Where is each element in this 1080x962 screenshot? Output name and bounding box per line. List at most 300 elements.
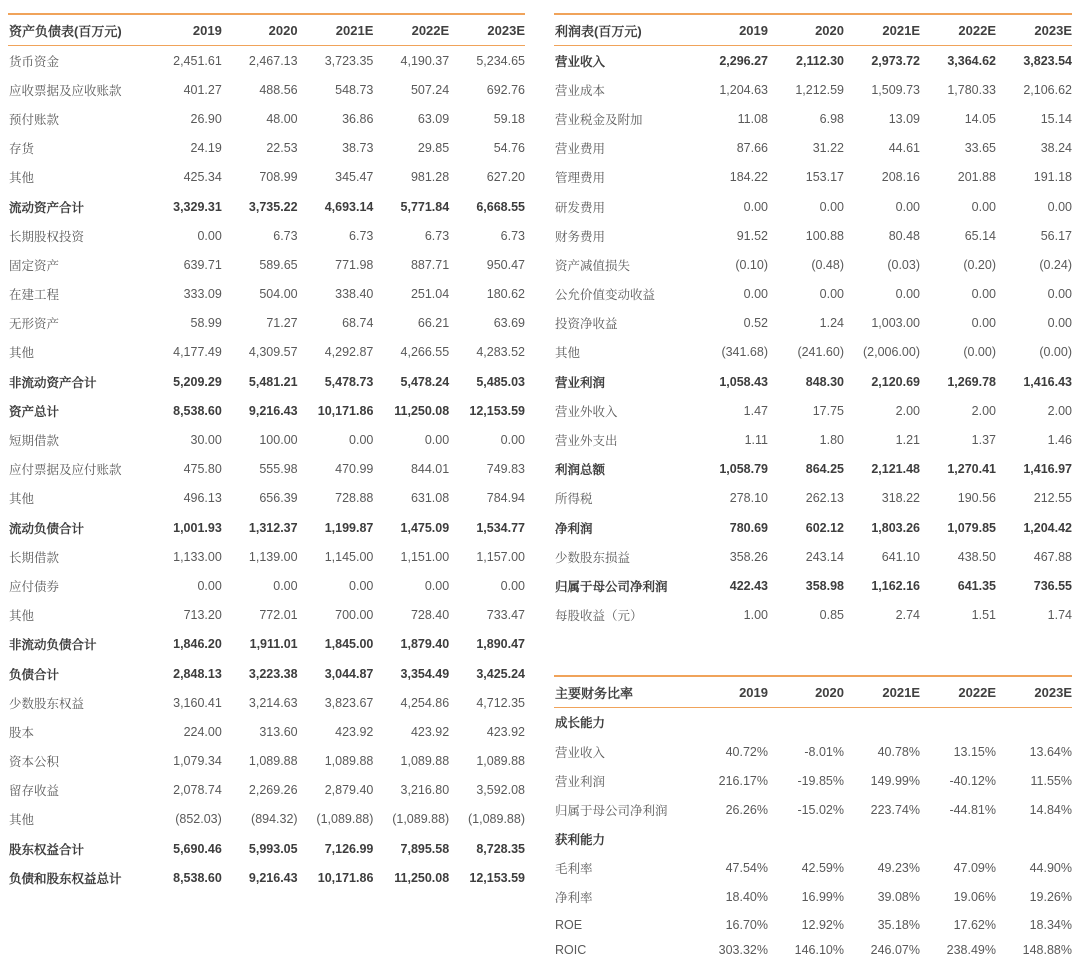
cell-value: 1,803.26 xyxy=(871,520,920,535)
cell-value: 8,728.35 xyxy=(476,841,525,856)
table-row xyxy=(8,747,525,776)
table-row xyxy=(8,688,525,717)
cell-value: 3,823.67 xyxy=(324,695,374,710)
column-header: 2020 xyxy=(815,684,844,700)
cell-value: 66.21 xyxy=(417,316,450,331)
cell-value: 627.20 xyxy=(486,170,525,185)
cell-value: -15.02% xyxy=(797,802,844,817)
cell-value: (0.48) xyxy=(811,257,844,272)
cell-value: 1,269.78 xyxy=(947,374,996,389)
table-row xyxy=(554,134,1072,163)
cell-value: 2,879.40 xyxy=(324,783,374,798)
table-row xyxy=(8,46,525,76)
row-label: 管理费用 xyxy=(555,171,606,186)
row-label: 资本公积 xyxy=(9,755,60,770)
cell-value: 728.40 xyxy=(410,608,450,623)
cell-value: 3,223.38 xyxy=(248,666,298,681)
income-statement-section xyxy=(554,13,1072,630)
cell-value: 496.13 xyxy=(183,491,222,506)
table-title: 利润表(百万元) xyxy=(555,24,642,39)
column-header: 2023E xyxy=(1034,684,1072,700)
table-row xyxy=(8,338,525,367)
table-row xyxy=(554,455,1072,484)
cell-value: 488.56 xyxy=(259,82,298,97)
cell-value: 1,212.59 xyxy=(795,82,844,97)
cell-value: 0.00 xyxy=(1047,287,1072,302)
cell-value xyxy=(692,707,768,737)
cell-value: 1,157.00 xyxy=(476,549,525,564)
row-label: 营业成本 xyxy=(555,83,606,98)
row-label: 其他 xyxy=(9,492,35,507)
cell-value: 4,266.55 xyxy=(400,345,450,360)
cell-value: 201.88 xyxy=(957,170,996,185)
cell-value: 148.88% xyxy=(1022,942,1072,957)
cell-value xyxy=(768,825,844,854)
cell-value: 9,216.43 xyxy=(248,870,298,885)
cell-value: 7,895.58 xyxy=(400,841,450,856)
cell-value: 63.09 xyxy=(417,111,450,126)
cell-value: 1,139.00 xyxy=(248,549,298,564)
cell-value: 14.84% xyxy=(1029,802,1072,817)
cell-value: 1.80 xyxy=(819,433,844,448)
row-label: 所得税 xyxy=(555,492,593,507)
cell-value: 278.10 xyxy=(729,491,768,506)
row-label: 归属于母公司净利润 xyxy=(555,579,668,594)
cell-value: 208.16 xyxy=(881,170,920,185)
table-row xyxy=(554,571,1072,600)
row-label: 公允价值变动收益 xyxy=(555,288,656,303)
cell-value: 2.00 xyxy=(895,403,920,418)
row-label: 成长能力 xyxy=(555,716,606,731)
table-row xyxy=(554,912,1072,937)
cell-value: 22.53 xyxy=(266,141,298,156)
table-row xyxy=(554,795,1072,824)
cell-value: 5,209.29 xyxy=(173,374,222,389)
cell-value: 1,089.88 xyxy=(324,754,374,769)
column-header: 2021E xyxy=(335,23,374,38)
cell-value: 11.08 xyxy=(737,111,768,126)
cell-value xyxy=(768,707,844,737)
cell-value: 190.56 xyxy=(957,491,996,506)
column-header: 2022E xyxy=(411,23,450,38)
cell-value: 63.69 xyxy=(493,316,525,331)
cell-value: 2,467.13 xyxy=(248,53,298,68)
cell-value: 1.11 xyxy=(744,433,768,448)
cell-value: 1,270.41 xyxy=(947,462,996,477)
table-row xyxy=(554,163,1072,192)
table-row xyxy=(8,163,525,192)
cell-value: 13.64% xyxy=(1029,744,1072,759)
row-label: 固定资产 xyxy=(9,258,60,273)
cell-value: 31.22 xyxy=(812,141,844,156)
cell-value: 2,269.26 xyxy=(248,783,298,798)
table-row xyxy=(8,134,525,163)
cell-value: 641.35 xyxy=(957,578,996,593)
cell-value: 1,845.00 xyxy=(324,637,374,652)
cell-value: 771.98 xyxy=(335,257,374,272)
cell-value: 555.98 xyxy=(259,462,298,477)
cell-value: (241.60) xyxy=(797,345,844,360)
cell-value: 0.00 xyxy=(424,578,450,593)
table-row xyxy=(554,338,1072,367)
cell-value: 1,911.01 xyxy=(249,637,298,652)
cell-value: 338.40 xyxy=(335,287,374,302)
cell-value: 5,481.21 xyxy=(248,374,298,389)
cell-value: 36.86 xyxy=(342,111,374,126)
cell-value: 2,106.62 xyxy=(1023,82,1072,97)
cell-value: 39.08% xyxy=(877,890,920,905)
cell-value: 0.00 xyxy=(819,287,844,302)
cell-value: 3,044.87 xyxy=(324,666,374,681)
table-row xyxy=(554,601,1072,630)
table-row xyxy=(8,309,525,338)
cell-value: 48.00 xyxy=(266,111,298,126)
row-label: 财务费用 xyxy=(555,229,606,244)
cell-value: 191.18 xyxy=(1033,170,1072,185)
cell-value: 3,329.31 xyxy=(173,199,222,214)
cell-value: 345.47 xyxy=(335,170,374,185)
cell-value xyxy=(920,707,996,737)
cell-value: 0.00 xyxy=(1047,199,1072,214)
cell-value: 87.66 xyxy=(736,141,768,156)
table-title: 主要财务比率 xyxy=(555,685,634,701)
table-row xyxy=(8,104,525,133)
row-label: 应付票据及应付账款 xyxy=(9,463,122,478)
column-header: 2021E xyxy=(882,23,920,38)
cell-value: 589.65 xyxy=(259,257,298,272)
table-row xyxy=(8,75,525,104)
cell-value: 1,089.88 xyxy=(248,754,298,769)
row-label: 少数股东损益 xyxy=(555,550,631,565)
cell-value: 0.00 xyxy=(971,287,996,302)
cell-value: 1.46 xyxy=(1047,433,1072,448)
cell-value: 0.00 xyxy=(1047,316,1072,331)
cell-value: 10,171.86 xyxy=(317,870,374,885)
cell-value: 1,204.63 xyxy=(719,82,768,97)
cell-value: 708.99 xyxy=(259,170,298,185)
cell-value: 18.34% xyxy=(1029,917,1072,932)
cell-value: 40.78% xyxy=(877,744,920,759)
cell-value: 0.00 xyxy=(197,578,222,593)
cell-value: 11.55% xyxy=(1030,773,1072,788)
cell-value: 780.69 xyxy=(729,520,768,535)
row-label: 短期借款 xyxy=(9,434,60,449)
cell-value: 1,846.20 xyxy=(173,637,222,652)
cell-value: (1,089.88) xyxy=(316,812,374,827)
cell-value: 6,668.55 xyxy=(476,199,525,214)
cell-value: 736.55 xyxy=(1033,578,1072,593)
row-label: 应付债券 xyxy=(9,579,60,594)
cell-value: 1,416.97 xyxy=(1023,462,1072,477)
row-label: 股本 xyxy=(9,725,35,740)
cell-value: 848.30 xyxy=(805,374,844,389)
cell-value: -19.85% xyxy=(797,773,844,788)
cell-value: 0.00 xyxy=(197,228,222,243)
cell-value: 19.26% xyxy=(1029,890,1072,905)
cell-value: 1.21 xyxy=(895,433,920,448)
cell-value: 47.09% xyxy=(953,861,996,876)
cell-value: -8.01% xyxy=(804,744,844,759)
cell-value xyxy=(920,825,996,854)
table-row xyxy=(554,883,1072,912)
column-header: 2019 xyxy=(192,23,222,38)
table-row xyxy=(554,104,1072,133)
cell-value: 401.27 xyxy=(183,82,222,97)
cell-value: 8,538.60 xyxy=(173,403,222,418)
table-row xyxy=(554,484,1072,513)
cell-value: 981.28 xyxy=(410,170,450,185)
row-label: 非流动资产合计 xyxy=(9,375,97,390)
cell-value: 13.15% xyxy=(953,744,996,759)
cell-value: 0.00 xyxy=(349,433,374,448)
cell-value: 3,592.08 xyxy=(476,783,525,798)
cell-value: 887.71 xyxy=(410,257,450,272)
cell-value: 47.54% xyxy=(725,861,768,876)
column-header: 2022E xyxy=(958,23,996,38)
row-label: 非流动负债合计 xyxy=(9,638,97,653)
cell-value: 243.14 xyxy=(805,549,844,564)
cell-value: 639.71 xyxy=(183,257,222,272)
cell-value: 49.23% xyxy=(877,861,920,876)
cell-value: 5,478.73 xyxy=(324,374,374,389)
column-header: 2019 xyxy=(739,23,768,38)
cell-value: (852.03) xyxy=(175,812,222,827)
cell-value xyxy=(692,825,768,854)
table-row xyxy=(554,46,1072,76)
cell-value: 15.14 xyxy=(1040,111,1072,126)
row-label: ROIC xyxy=(555,942,587,957)
cell-value: 1,058.43 xyxy=(719,374,768,389)
row-label: 营业收入 xyxy=(555,745,606,760)
row-label: 营业外收入 xyxy=(555,404,618,419)
table-title: 资产负债表(百万元) xyxy=(9,24,122,39)
cell-value: (1,089.88) xyxy=(468,812,525,827)
cell-value: 0.00 xyxy=(500,433,525,448)
cell-value: 3,735.22 xyxy=(248,199,298,214)
header-row xyxy=(554,676,1072,708)
cell-value: 423.92 xyxy=(410,724,450,739)
cell-value: 3,364.62 xyxy=(947,53,996,68)
cell-value: 38.73 xyxy=(342,141,374,156)
cell-value: 4,309.57 xyxy=(248,345,298,360)
cell-value: 54.76 xyxy=(493,141,525,156)
cell-value xyxy=(844,707,920,737)
cell-value: 772.01 xyxy=(259,608,298,623)
cell-value: 0.00 xyxy=(819,199,844,214)
table-row xyxy=(554,280,1072,309)
table-row xyxy=(554,513,1072,542)
cell-value: 0.00 xyxy=(273,578,298,593)
table-row xyxy=(8,455,525,484)
cell-value: 246.07% xyxy=(870,942,920,957)
cell-value: 17.62% xyxy=(953,917,996,932)
cell-value: 42.59% xyxy=(801,861,844,876)
cell-value: 7,126.99 xyxy=(324,841,374,856)
cell-value: 1,145.00 xyxy=(324,549,374,564)
cell-value: 1,151.00 xyxy=(400,549,450,564)
cell-value xyxy=(996,825,1072,854)
cell-value: 56.17 xyxy=(1040,228,1072,243)
cell-value: 14.05 xyxy=(964,111,996,126)
cell-value: 16.99% xyxy=(801,890,844,905)
table-row xyxy=(8,659,525,688)
cell-value: 2,973.72 xyxy=(871,53,920,68)
cell-value: 40.72% xyxy=(725,744,768,759)
cell-value: 9,216.43 xyxy=(248,403,298,418)
cell-value: 2.74 xyxy=(895,608,920,623)
cell-value: 24.19 xyxy=(190,141,222,156)
cell-value: 733.47 xyxy=(486,608,525,623)
table-row xyxy=(8,717,525,746)
cell-value: 146.10% xyxy=(794,942,844,957)
cell-value: 0.52 xyxy=(743,316,768,331)
cell-value: 1.37 xyxy=(971,433,996,448)
table-row xyxy=(554,425,1072,454)
cell-value: 4,177.49 xyxy=(173,345,222,360)
cell-value: 2,112.30 xyxy=(796,53,844,68)
cell-value xyxy=(996,707,1072,737)
cell-value: (1,089.88) xyxy=(392,812,450,827)
row-label: 营业利润 xyxy=(555,375,606,390)
cell-value: 100.00 xyxy=(259,433,298,448)
cell-value: 2,296.27 xyxy=(719,53,768,68)
cell-value: 2.00 xyxy=(1047,403,1072,418)
cell-value: 1,534.77 xyxy=(476,520,525,535)
row-label: 净利率 xyxy=(555,891,593,906)
cell-value: 1.47 xyxy=(743,403,768,418)
cell-value: 423.92 xyxy=(335,724,374,739)
cell-value: 700.00 xyxy=(335,608,374,623)
cell-value: 318.22 xyxy=(881,491,920,506)
cell-value: 438.50 xyxy=(957,549,996,564)
cell-value: 1,312.37 xyxy=(248,520,298,535)
row-label: 其他 xyxy=(9,609,35,624)
row-label: 负债和股东权益总计 xyxy=(9,871,122,886)
cell-value: 26.26% xyxy=(725,802,768,817)
cell-value: 58.99 xyxy=(190,316,222,331)
cell-value: 784.94 xyxy=(486,491,525,506)
table-row xyxy=(554,766,1072,795)
table-row xyxy=(554,250,1072,279)
cell-value: 4,292.87 xyxy=(324,345,374,360)
cell-value: 333.09 xyxy=(183,287,222,302)
cell-value: -40.12% xyxy=(949,773,996,788)
cell-value: 4,283.52 xyxy=(476,345,525,360)
cell-value: 1,416.43 xyxy=(1023,374,1072,389)
cell-value: 656.39 xyxy=(259,491,298,506)
cell-value: (0.10) xyxy=(735,257,768,272)
cell-value: (0.03) xyxy=(887,257,920,272)
cell-value: 1,003.00 xyxy=(871,316,920,331)
row-label: 应收票据及应收账款 xyxy=(9,83,122,98)
cell-value: 100.88 xyxy=(805,228,844,243)
header-row xyxy=(8,14,525,46)
cell-value: 1,780.33 xyxy=(947,82,996,97)
row-label: 流动负债合计 xyxy=(9,521,85,536)
cell-value: 1,089.88 xyxy=(476,754,525,769)
table-row xyxy=(554,221,1072,250)
cell-value: 6.98 xyxy=(819,111,844,126)
cell-value: 467.88 xyxy=(1033,549,1072,564)
row-label: 少数股东权益 xyxy=(9,696,85,711)
cell-value: 212.55 xyxy=(1033,491,1072,506)
financial-ratios-section xyxy=(554,675,1072,962)
cell-value: 68.74 xyxy=(342,316,374,331)
cell-value: 0.00 xyxy=(500,578,525,593)
column-header: 2020 xyxy=(815,23,844,38)
table-row xyxy=(8,571,525,600)
cell-value: 641.10 xyxy=(881,549,920,564)
row-label: 其他 xyxy=(9,346,35,361)
cell-value: 6.73 xyxy=(273,228,298,243)
cell-value: 2,121.48 xyxy=(871,462,920,477)
cell-value: 11,250.08 xyxy=(394,870,450,885)
row-label: 营业税金及附加 xyxy=(555,112,643,127)
cell-value: (341.68) xyxy=(721,345,768,360)
cell-value: 504.00 xyxy=(259,287,298,302)
section-row xyxy=(554,707,1072,737)
row-label: 营业收入 xyxy=(555,54,606,69)
cell-value: 728.88 xyxy=(335,491,374,506)
row-label: 毛利率 xyxy=(555,862,593,877)
row-label: 资产减值损失 xyxy=(555,258,631,273)
cell-value: 5,690.46 xyxy=(173,841,222,856)
cell-value: 12,153.59 xyxy=(469,870,525,885)
cell-value: 1,509.73 xyxy=(871,82,920,97)
cell-value: 0.85 xyxy=(819,608,844,623)
cell-value: 950.47 xyxy=(486,257,525,272)
cell-value: 3,160.41 xyxy=(173,695,222,710)
cell-value: 2,451.61 xyxy=(173,53,222,68)
financial-ratios-table xyxy=(554,675,1072,962)
cell-value: 4,190.37 xyxy=(400,53,450,68)
cell-value: 80.48 xyxy=(888,228,920,243)
cell-value: 1,204.42 xyxy=(1023,520,1072,535)
row-label: 无形资产 xyxy=(9,317,60,332)
cell-value: 13.09 xyxy=(888,111,920,126)
cell-value: 0.00 xyxy=(895,287,920,302)
cell-value: 5,771.84 xyxy=(400,199,450,214)
cell-value: 8,538.60 xyxy=(173,870,222,885)
cell-value: 3,354.49 xyxy=(400,666,450,681)
right-column xyxy=(554,13,1072,962)
row-label: 股东权益合计 xyxy=(9,842,85,857)
cell-value: (0.00) xyxy=(963,345,996,360)
cell-value: 262.13 xyxy=(805,491,844,506)
row-label: 预付账款 xyxy=(9,112,60,127)
cell-value: 1.74 xyxy=(1047,608,1072,623)
table-row xyxy=(8,396,525,425)
row-label: 长期借款 xyxy=(9,550,60,565)
cell-value: 29.85 xyxy=(417,141,450,156)
cell-value: 1,001.93 xyxy=(173,520,222,535)
cell-value: 2.00 xyxy=(971,403,996,418)
row-label: 留存收益 xyxy=(9,784,60,799)
cell-value: 1,199.87 xyxy=(324,520,374,535)
cell-value: 3,214.63 xyxy=(248,695,298,710)
cell-value: 149.99% xyxy=(870,773,920,788)
cell-value: 33.65 xyxy=(964,141,996,156)
table-row xyxy=(8,484,525,513)
cell-value: 423.92 xyxy=(486,724,525,739)
cell-value: 223.74% xyxy=(870,802,920,817)
cell-value: 6.73 xyxy=(349,228,374,243)
cell-value: 0.00 xyxy=(971,316,996,331)
row-label: 其他 xyxy=(9,171,35,186)
cell-value: 4,693.14 xyxy=(324,199,374,214)
section-row xyxy=(554,825,1072,854)
column-header: 2020 xyxy=(268,23,298,38)
